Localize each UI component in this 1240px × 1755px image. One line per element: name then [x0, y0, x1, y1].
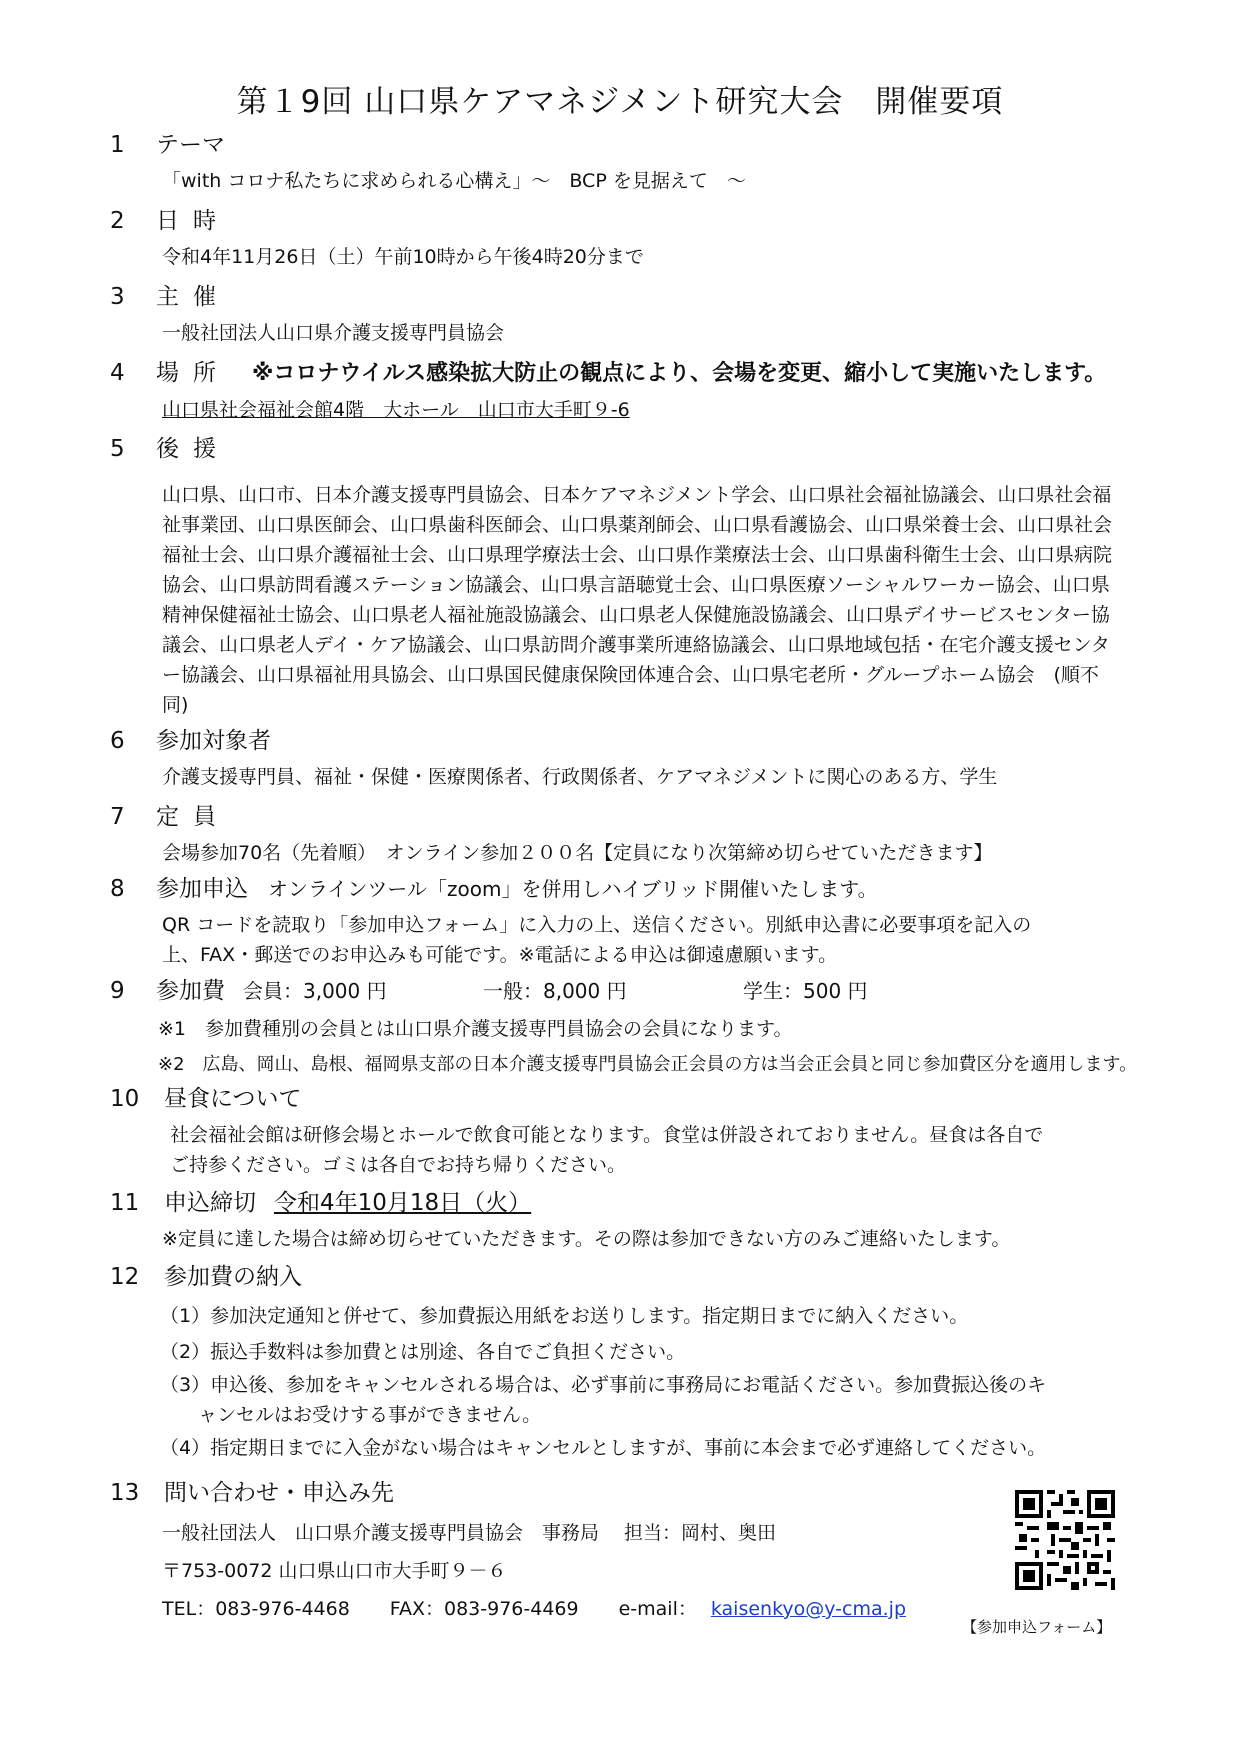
fee-general: 一般：8,000 円 [483, 979, 627, 1003]
contact-fax: FAX：083-976-4469 [389, 1598, 579, 1620]
section-payment [110, 1260, 1180, 1466]
payment-item: ャンセルはお受けする事ができません。 [198, 1404, 542, 1426]
section-organizer [110, 280, 1180, 348]
payment-list [160, 1298, 1180, 1466]
section-heading: 参加申込 [156, 876, 248, 902]
fee-student: 学生：500 円 [743, 979, 868, 1003]
section-heading: 場所 [156, 360, 230, 386]
section-number: 2 [110, 208, 125, 234]
section-heading: 主催 [156, 284, 230, 310]
payment-item: （2）振込手数料は参加費とは別途、各自でご負担ください。 [160, 1341, 686, 1363]
section-number: 3 [110, 284, 125, 310]
email-link[interactable]: kaisenkyo@y-cma.jp [710, 1598, 907, 1620]
fee-note: ※2 広島、岡山、島根、福岡県支部の日本介護支援専門員協会正会員の方は当会正会員と同じ参加費区分を適用します。 [158, 1054, 1138, 1075]
section-heading: 申込締切 [164, 1190, 256, 1216]
lunch-line: ご持参ください。ゴミは各自でお持ち帰りください。 [170, 1154, 627, 1176]
section-number: 7 [110, 804, 125, 830]
section-theme [110, 128, 1180, 196]
section-fee [110, 974, 1180, 1080]
section-heading: 参加対象者 [156, 728, 271, 754]
section-venue [110, 356, 1180, 425]
payment-item: （1）参加決定通知と併せて、参加費振込用紙をお送りします。指定期日までに納入ください。 [160, 1305, 969, 1327]
document-title: 第１9回 山口県ケアマネジメント研究大会 開催要項 [236, 84, 1004, 120]
section-number: 9 [110, 978, 125, 1004]
section-number: 11 [110, 1190, 140, 1216]
contact-tel: TEL：083-976-4468 [162, 1598, 350, 1620]
section-target [110, 724, 1180, 792]
section-number: 4 [110, 360, 125, 386]
section-number: 13 [110, 1480, 140, 1506]
section-number: 1 [110, 132, 125, 158]
organizer-text: 一般社団法人山口県介護支援専門員協会 [162, 322, 505, 344]
datetime-text: 令和4年11月26日（土）午前10時から午後4時20分まで [162, 246, 644, 268]
lunch-text [170, 1120, 1180, 1180]
section-support [110, 432, 1180, 720]
fee-notes [158, 1014, 1180, 1080]
application-line: QR コードを読取り「参加申込フォーム」に入力の上、送信ください。別紙申込書に必要事項を記入の [162, 914, 1032, 936]
section-lunch [110, 1082, 1180, 1180]
section-heading: テーマ [156, 132, 225, 158]
section-number: 8 [110, 876, 125, 902]
section-heading: 問い合わせ・申込み先 [164, 1480, 394, 1506]
capacity-text: 会場参加70名（先着順） オンライン参加２００名【定員になり次第締め切らせていただきます】 [162, 842, 993, 864]
section-heading: 参加費 [156, 978, 225, 1004]
application-text [162, 910, 1180, 970]
contact-org: 一般社団法人 山口県介護支援専門員協会 事務局 担当：岡村、奥田 [162, 1522, 777, 1544]
application-line: 上、FAX・郵送でのお申込みも可能です。※電話による申込は御遠慮願います。 [162, 944, 838, 966]
section-capacity [110, 800, 1180, 868]
support-list: 山口県、山口市、日本介護支援専門員協会、日本ケアマネジメント学会、山口県社会福祉協議会、山口県社会福祉事業団、山口県医師会、山口県歯科医師会、山口県薬剤師会、山口県看護協会、山口県栄養士会、山口県社会福祉士会、山口県介護福祉士会、山口県理学療法士会、山口県作業療法士会、山口県歯科衛生士会、山口県病院協会、山口県訪問看護ステーション協議会、山口県言語聴覚士会、山口県医療ソーシャルワーカー協会、山口県精神保健福祉士協会、山口県老人福祉施設協議会、山口県老人保健施設協議会、山口県デイサービスセンター協議会、山口県老人デイ・ケア協議会、山口県訪問介護事業所連絡協議会、山口県地域包括・在宅介護支援センター協議会、山口県福祉用具協会、山口県国民健康保険団体連合会、山口県宅老所・グループホーム協会 (順不同) [162, 484, 1113, 716]
email-label: e-mail： [618, 1598, 697, 1620]
contact-address: 〒753-0072 山口県山口市大手町９－６ [162, 1560, 507, 1582]
lunch-line: 社会福祉会館は研修会場とホールで飲食可能となります。食堂は併設されておりません。昼食は各自で [170, 1124, 1044, 1146]
section-number: 6 [110, 728, 125, 754]
qr-caption: 【参加申込フォーム】 [962, 1618, 1112, 1636]
section-heading: 後援 [156, 436, 230, 462]
section-datetime [110, 204, 1180, 272]
fee-note: ※1 参加費種別の会員とは山口県介護支援専門員協会の会員になります。 [158, 1018, 793, 1040]
section-heading: 参加費の納入 [164, 1264, 302, 1290]
venue-change-note: ※コロナウイルス感染拡大防止の観点により、会場を変更、縮小して実施いたします。 [252, 361, 1107, 386]
payment-item: （4）指定期日までに入金がない場合はキャンセルとしますが、事前に本会まで必ず連絡してください。 [160, 1437, 1047, 1459]
section-heading: 定員 [156, 804, 230, 830]
section-heading: 日時 [156, 208, 230, 234]
payment-item: （3）申込後、参加をキャンセルされる場合は、必ず事前に事務局にお電話ください。参加費振込後のキ [160, 1374, 1047, 1396]
theme-text: 「with コロナ私たちに求められる心構え」〜 BCP を見据えて 〜 [162, 170, 746, 192]
target-text: 介護支援専門員、福祉・保健・医療関係者、行政関係者、ケアマネジメントに関心のある方、学生 [162, 766, 998, 788]
deadline-text: ※定員に達した場合は締め切らせていただきます。その際は参加できない方のみご連絡いたします。 [162, 1228, 1011, 1250]
qr-code-icon[interactable] [1015, 1490, 1115, 1590]
section-application [110, 872, 1180, 970]
application-inline: オンラインツール「zoom」を併用しハイブリッド開催いたします。 [268, 877, 878, 901]
section-number: 10 [110, 1086, 140, 1112]
section-heading: 昼食について [164, 1086, 302, 1112]
deadline-date: 令和4年10月18日（火） [274, 1190, 532, 1216]
section-deadline [110, 1186, 1180, 1254]
venue-text: 山口県社会福祉会館4階 大ホール 山口市大手町９-6 [162, 399, 630, 421]
fee-member: 会員：3,000 円 [243, 979, 387, 1003]
section-number: 5 [110, 436, 125, 462]
section-number: 12 [110, 1264, 140, 1290]
